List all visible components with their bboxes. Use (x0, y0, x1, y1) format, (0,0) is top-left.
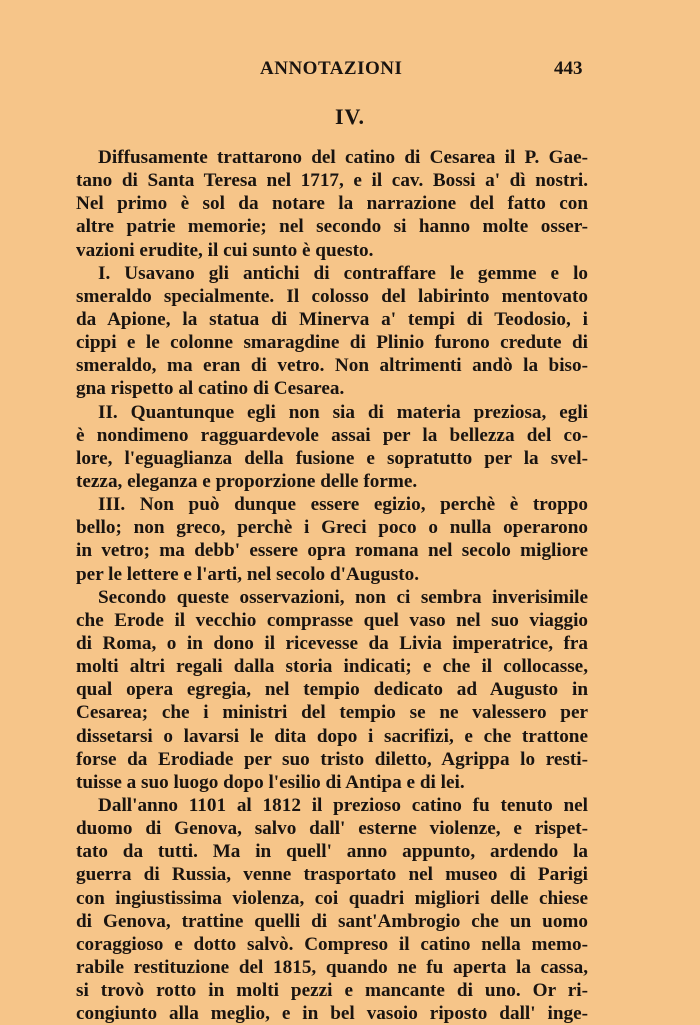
annotation-body (76, 146, 588, 1025)
text-line: II. Quantunque egli non sia di materia preziosa, egli (98, 401, 588, 423)
text-line: che Erode il vecchio comprasse quel vaso nel suo viaggio (76, 609, 588, 631)
text-line: molti altri regali dalla storia indicati; e che il collocasse, (76, 656, 588, 678)
text-line: congiunto alla meglio, e in bel vasoio riposto dall' inge- (76, 1003, 588, 1025)
text-line: bello; non greco, perchè i Greci poco o nulla operarono (76, 517, 588, 539)
text-line: per le lettere e l'arti, nel secolo d'Augusto. (76, 563, 419, 585)
text-line: tato da tutti. Ma in quell' anno appunto, ardendo la (76, 841, 588, 863)
page-number: 443 (554, 58, 583, 79)
text-line: coraggioso e dotto salvò. Compreso il catino nella memo- (76, 933, 588, 955)
text-line: da Apione, la statua di Minerva a' tempi di Teodosio, i (76, 308, 588, 330)
text-line: con ingiustissima violenza, coi quadri migliori delle chiese (76, 887, 588, 909)
text-line: è nondimeno ragguardevole assai per la bellezza del co- (76, 424, 588, 446)
text-line: vazioni erudite, il cui sunto è questo. (76, 239, 374, 261)
text-line: III. Non può dunque essere egizio, perchè è troppo (98, 494, 588, 516)
text-line: Dall'anno 1101 al 1812 il prezioso catino fu tenuto nel (98, 794, 588, 816)
text-line: I. Usavano gli antichi di contraffare le gemme e lo (98, 262, 588, 284)
text-line: tano di Santa Teresa nel 1717, e il cav. Bossi a' dì nostri. (76, 170, 588, 192)
text-line: si trovò rotto in molti pezzi e mancante di uno. Or ri- (76, 980, 588, 1002)
section-heading: IV. (334, 104, 366, 129)
text-line: gna rispetto al catino di Cesarea. (76, 378, 345, 400)
text-line: lore, l'eguaglianza della fusione e sopratutto per la svel- (76, 447, 588, 469)
text-line: di Genova, trattine quelli di sant'Ambrogio che un uomo (76, 910, 588, 932)
text-line: cippi e le colonne smaragdine di Plinio furono credute di (76, 332, 588, 354)
text-line: duomo di Genova, salvo dall' esterne violenze, e rispet- (76, 818, 588, 840)
text-line: di Roma, o in dono il ricevesse da Livia imperatrice, fra (76, 632, 588, 654)
text-line: guerra di Russia, venne trasportato nel museo di Parigi (76, 864, 588, 886)
text-line: smeraldo specialmente. Il colosso del labirinto mentovato (76, 285, 588, 307)
text-line: Secondo queste osservazioni, non ci sembra inverisimile (98, 586, 588, 608)
text-line: rabile restituzione del 1815, quando ne fu aperta la cassa, (76, 956, 588, 978)
text-line: Diffusamente trattarono del catino di Cesarea il P. Gae- (98, 147, 588, 168)
text-line: altre patrie memorie; nel secondo si hanno molte osser- (76, 216, 588, 238)
text-line: Nel primo è sol da notare la narrazione del fatto con (76, 193, 588, 215)
text-line: in vetro; ma debb' essere opra romana nel secolo migliore (76, 540, 588, 562)
running-head (0, 58, 700, 82)
text-line: dissetarsi o lavarsi le dita dopo i sacrifizi, e che trattone (76, 725, 588, 747)
text-line: Cesarea; che i ministri del tempio se ne valessero per (76, 702, 588, 724)
text-line: forse da Erodiade per suo tristo diletto, Agrippa lo resti- (76, 748, 588, 770)
running-title: ANNOTAZIONI (260, 58, 403, 79)
text-line: smeraldo, ma eran di vetro. Non altrimenti andò la biso- (76, 355, 588, 377)
text-line: tezza, eleganza e proporzione delle forme. (76, 470, 418, 492)
text-line: tuisse a suo luogo dopo l'esilio di Antipa e di lei. (76, 771, 465, 793)
text-line: qual opera egregia, nel tempio dedicato ad Augusto in (76, 679, 588, 701)
